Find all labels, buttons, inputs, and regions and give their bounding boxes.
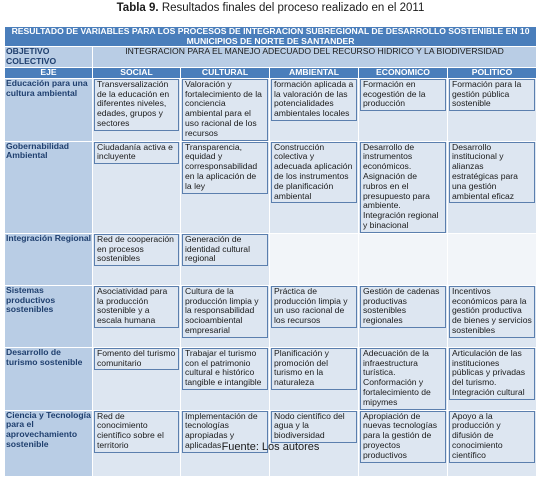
header-ambiental: AMBIENTAL <box>270 67 359 78</box>
header-row <box>5 67 537 78</box>
table-title-row <box>5 27 537 47</box>
cell-text: Apoyo a la producción y difusión de conocimiento científico <box>449 411 535 463</box>
cell-text: Generación de identidad cultural regional <box>182 234 268 266</box>
table-row <box>5 141 537 233</box>
table-row <box>5 285 537 347</box>
cell-politico <box>448 347 537 410</box>
eje-label: Desarrollo de turismo sostenible <box>5 347 93 410</box>
cell-text: Fomento del turismo comunitario <box>94 348 179 371</box>
cell-cultural <box>181 285 270 347</box>
cell-text: Planificación y promoción del turismo en la naturaleza <box>271 348 357 390</box>
cell-social <box>93 78 181 141</box>
cell-ambiental <box>270 141 359 233</box>
cell-text: Incentivos económicos para la gestión productiva de bienes y servicios sostenibles <box>449 286 535 338</box>
table-row <box>5 347 537 410</box>
cell-ambiental <box>270 285 359 347</box>
cell-text <box>449 234 535 235</box>
table-title: RESULTADO DE VARIABLES PARA LOS PROCESOS DE INTEGRACION SUBREGIONAL DE DESARROLLO SOSTENIBLE EN 10 MUNICIPIOS DE NORTE DE SANTANDER <box>5 27 537 47</box>
cell-text: Trabajar el turismo con el patrimonio cultural e histórico tangible e intangible <box>182 348 268 390</box>
results-table <box>4 26 537 477</box>
header-economico: ECONOMICO <box>359 67 448 78</box>
header-social: SOCIAL <box>93 67 181 78</box>
cell-text: Adecuación de la infraestructura turística. Conformación y fortalecimiento de mipymes <box>360 348 446 410</box>
cell-text: Formación en ecogestión de la producción <box>360 79 446 111</box>
cell-politico <box>448 285 537 347</box>
cell-text <box>360 234 446 235</box>
cell-text: Construcción colectiva y adecuada aplicación de los instrumentos de planificación ambiental <box>271 142 357 204</box>
eje-label: Integración Regional <box>5 233 93 285</box>
cell-ambiental <box>270 347 359 410</box>
cell-social <box>93 233 181 285</box>
cell-text: Nodo científico del agua y la biodiversidad <box>271 411 357 443</box>
cell-text: Desarrollo de instrumentos económicos. Asignación de rubros en el presupuesto para ambiente. Integración regional y binacional <box>360 142 446 233</box>
objective-row <box>5 47 537 68</box>
eje-label: Ciencia y Tecnología para el aprovechamiento sostenible <box>5 410 93 476</box>
eje-label: Educación para una cultura ambiental <box>5 78 93 141</box>
cell-economico <box>359 285 448 347</box>
cell-text: Articulación de las instituciones públicas y privadas del turismo. Integración cultural <box>449 348 535 400</box>
cell-text: Desarrollo institucional y alianzas estratégicas para una gestión ambiental eficaz <box>449 142 535 204</box>
cell-text: Formación para la gestión pública sostenible <box>449 79 535 111</box>
cell-text <box>271 234 357 235</box>
eje-label: Gobernabilidad Ambiental <box>5 141 93 233</box>
cell-cultural <box>181 141 270 233</box>
eje-label: Sistemas productivos sostenibles <box>5 285 93 347</box>
cell-text: Ciudadanía activa e incluyente <box>94 142 179 165</box>
header-politico: POLITICO <box>448 67 537 78</box>
table-row <box>5 78 537 141</box>
cell-politico <box>448 141 537 233</box>
table-row <box>5 233 537 285</box>
cell-cultural <box>181 347 270 410</box>
cell-text: Transparencia, equidad y corresponsabilidad en la aplicación de la ley <box>182 142 268 194</box>
cell-text: Valoración y fortalecimiento de la conciencia ambiental para el uso racional de los recursos <box>182 79 268 141</box>
header-cultural: CULTURAL <box>181 67 270 78</box>
table-body <box>5 78 537 476</box>
caption-text: Resultados finales del proceso realizado en el 2011 <box>161 2 425 14</box>
cell-economico <box>359 347 448 410</box>
cell-cultural <box>181 233 270 285</box>
cell-economico <box>359 78 448 141</box>
cell-text: Asociatividad para la producción sostenible y a escala humana <box>94 286 179 328</box>
cell-text: Implementación de tecnologías apropiadas y aplicadas <box>182 411 268 453</box>
objective-value: INTEGRACION PARA EL MANEJO ADECUADO DEL RECURSO HIDRICO Y LA BIODIVERSIDAD <box>93 47 537 68</box>
table-caption <box>0 1 541 15</box>
cell-cultural <box>181 78 270 141</box>
cell-text: Transversalización de la educación en diferentes niveles, edades, grupos y sectores <box>94 79 179 131</box>
caption-label: Tabla 9. <box>116 2 159 14</box>
cell-ambiental <box>270 233 359 285</box>
cell-text: Red de conocimiento científico sobre el territorio <box>94 411 179 453</box>
cell-text: Apropiación de nuevas tecnologías para la gestión de proyectos productivos <box>360 411 446 463</box>
cell-social <box>93 285 181 347</box>
cell-text: Práctica de producción limpia y un uso racional de los recursos <box>271 286 357 328</box>
cell-politico <box>448 233 537 285</box>
cell-text: Gestión de cadenas productivas sostenibles regionales <box>360 286 446 328</box>
cell-text: formación aplicada a la valoración de las potencialidades ambientales locales <box>271 79 357 121</box>
cell-economico <box>359 141 448 233</box>
cell-politico <box>448 78 537 141</box>
source-note: Fuente: Los autores <box>221 441 320 453</box>
cell-ambiental <box>270 78 359 141</box>
cell-social <box>93 347 181 410</box>
objective-label: OBJETIVO COLECTIVO <box>5 47 93 68</box>
header-eje: EJE <box>5 67 93 78</box>
cell-social <box>93 141 181 233</box>
cell-economico <box>359 233 448 285</box>
cell-text: Cultura de la producción limpia y la responsabilidad socioambiental empresarial <box>182 286 268 338</box>
cell-text: Red de cooperación en procesos sostenibles <box>94 234 179 266</box>
